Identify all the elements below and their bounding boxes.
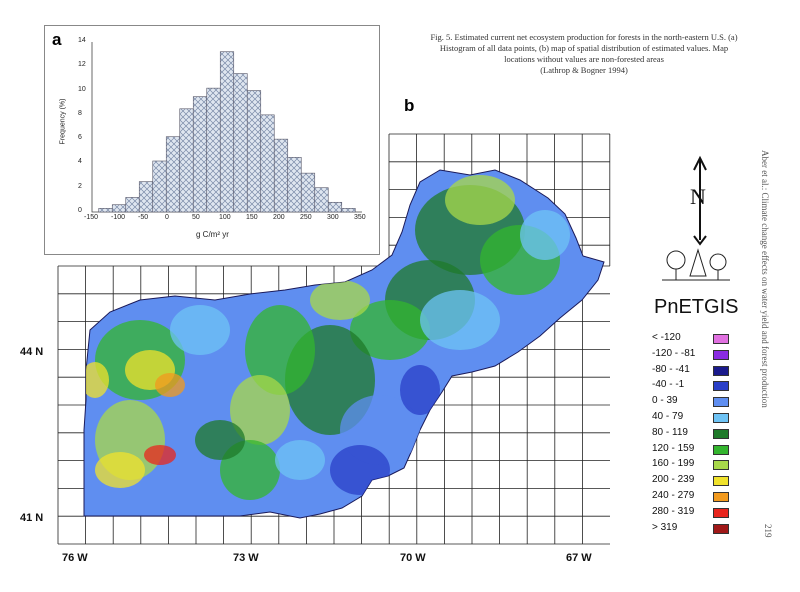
histogram-bar xyxy=(301,173,315,212)
histogram-bar xyxy=(328,202,342,212)
histogram-y-tick: 12 xyxy=(78,61,86,69)
legend-label: < -120 xyxy=(652,332,681,343)
legend-row xyxy=(652,490,742,506)
histogram xyxy=(92,42,362,212)
legend-row xyxy=(652,458,742,474)
legend-label: > 319 xyxy=(652,521,678,533)
legend-row xyxy=(652,395,742,411)
npp-patch xyxy=(155,373,185,397)
legend-swatch xyxy=(713,476,729,486)
legend-swatch xyxy=(713,460,729,470)
histogram-bar xyxy=(261,115,275,212)
lon-label-70w: 70 W xyxy=(400,552,426,564)
npp-patch xyxy=(445,175,515,225)
legend-row xyxy=(652,348,742,364)
caption-source: (Lathrop & Bogner 1994) xyxy=(540,65,628,75)
histogram-bar xyxy=(193,97,207,212)
histogram-y-tick: 14 xyxy=(78,37,86,44)
histogram-bar xyxy=(207,88,221,212)
histogram-bar xyxy=(288,157,302,212)
legend-label: -40 - -1 xyxy=(652,379,685,391)
legend-label: 240 - 279 xyxy=(652,489,695,501)
legend-label: 0 - 39 xyxy=(652,395,678,407)
histogram-bar xyxy=(126,197,140,212)
npp-region-map xyxy=(81,170,604,518)
histogram-bar xyxy=(99,208,113,212)
histogram-bar xyxy=(220,52,234,212)
legend-swatch xyxy=(713,397,729,407)
npp-patch xyxy=(310,280,370,320)
side-running-head: Aber et al.: Climate change effects on water yield and forest production xyxy=(760,150,770,408)
npp-patch xyxy=(420,290,500,350)
legend xyxy=(652,332,742,537)
lon-label-76w: 76 W xyxy=(62,552,88,564)
figure-caption xyxy=(424,32,744,76)
histogram-bar xyxy=(234,74,248,212)
legend-swatch xyxy=(713,429,729,439)
panel-b-label: b xyxy=(404,96,415,115)
legend-swatch xyxy=(713,508,729,518)
histogram-bar xyxy=(342,208,356,212)
histogram-bar xyxy=(112,205,126,212)
npp-patch xyxy=(330,445,390,495)
npp-patch xyxy=(170,305,230,355)
histogram-x-tick: -50 xyxy=(138,214,149,221)
legend-label: -120 - -81 xyxy=(652,347,696,359)
legend-label: 120 - 159 xyxy=(652,442,695,454)
lon-label-67w: 67 W xyxy=(566,552,592,564)
histogram-bar xyxy=(139,182,153,212)
legend-label: 160 - 199 xyxy=(652,458,695,470)
npp-patch xyxy=(144,445,176,465)
histogram-y-tick: 4 xyxy=(78,158,82,166)
histogram-bar xyxy=(153,161,167,212)
npp-patch xyxy=(195,420,245,460)
legend-label: 80 - 119 xyxy=(652,426,688,438)
histogram-bar xyxy=(180,109,194,212)
histogram-y-tick: 0 xyxy=(78,207,82,214)
legend-title: PnETGIS xyxy=(654,296,739,318)
legend-swatch xyxy=(713,492,729,502)
caption-text: Fig. 5. Estimated current net ecosystem production for forests in the north-eastern U.S. (a) Histogram of all data points, (b) map of spatial distribution of estimated values. Map locations without values are non-forested areas xyxy=(430,32,738,64)
npp-patch xyxy=(95,452,145,488)
legend-row xyxy=(652,364,742,380)
legend-label: -80 - -41 xyxy=(652,363,690,375)
lat-label-44n: 44 N xyxy=(20,346,44,358)
histogram-bar xyxy=(274,139,288,212)
histogram-x-tick: -150 xyxy=(84,214,99,221)
histogram-bar xyxy=(166,137,180,212)
panel-a-label: a xyxy=(52,30,62,49)
legend-row xyxy=(652,379,742,395)
histogram-x-tick: 0 xyxy=(165,214,169,221)
histogram-x-tick: 350 xyxy=(354,214,366,221)
histogram-y-tick: 8 xyxy=(78,109,82,117)
legend-swatch xyxy=(713,366,729,376)
legend-label: 200 - 239 xyxy=(652,474,695,486)
north-letter: N xyxy=(690,184,706,209)
npp-patch xyxy=(520,210,570,260)
legend-row xyxy=(652,522,742,538)
histogram-x-axis-label: g C/m² yr xyxy=(196,230,229,239)
histogram-y-tick: 10 xyxy=(78,85,86,93)
legend-swatch xyxy=(713,381,729,391)
histogram-y-tick: 2 xyxy=(78,182,82,190)
histogram-x-tick: 250 xyxy=(300,214,312,221)
legend-swatch xyxy=(713,350,729,360)
page-number: 219 xyxy=(763,524,773,538)
histogram-x-tick: 300 xyxy=(327,214,339,221)
legend-swatch xyxy=(713,524,729,534)
histogram-y-tick: 6 xyxy=(78,134,82,142)
legend-row xyxy=(652,443,742,459)
histogram-x-tick: -100 xyxy=(111,214,126,221)
npp-patch xyxy=(275,440,325,480)
trees-icon xyxy=(662,250,730,280)
histogram-x-tick: 200 xyxy=(273,214,285,221)
legend-row xyxy=(652,411,742,427)
histogram-x-tick: 150 xyxy=(246,214,258,221)
legend-row xyxy=(652,506,742,522)
lon-label-73w: 73 W xyxy=(233,552,259,564)
legend-swatch xyxy=(713,445,729,455)
lat-label-41n: 41 N xyxy=(20,512,44,524)
legend-label: 40 - 79 xyxy=(652,410,684,422)
histogram-y-axis-label: Frequency (%) xyxy=(59,98,67,145)
histogram-x-tick: 100 xyxy=(219,214,231,221)
legend-row xyxy=(652,427,742,443)
histogram-bar xyxy=(315,188,329,212)
legend-row xyxy=(652,474,742,490)
legend-swatch xyxy=(713,413,729,423)
legend-label: 280 - 319 xyxy=(652,505,695,517)
histogram-x-tick: 50 xyxy=(192,214,200,221)
npp-patch xyxy=(400,365,440,415)
legend-row xyxy=(652,332,742,348)
legend-swatch xyxy=(713,334,729,344)
histogram-bar xyxy=(247,91,261,212)
